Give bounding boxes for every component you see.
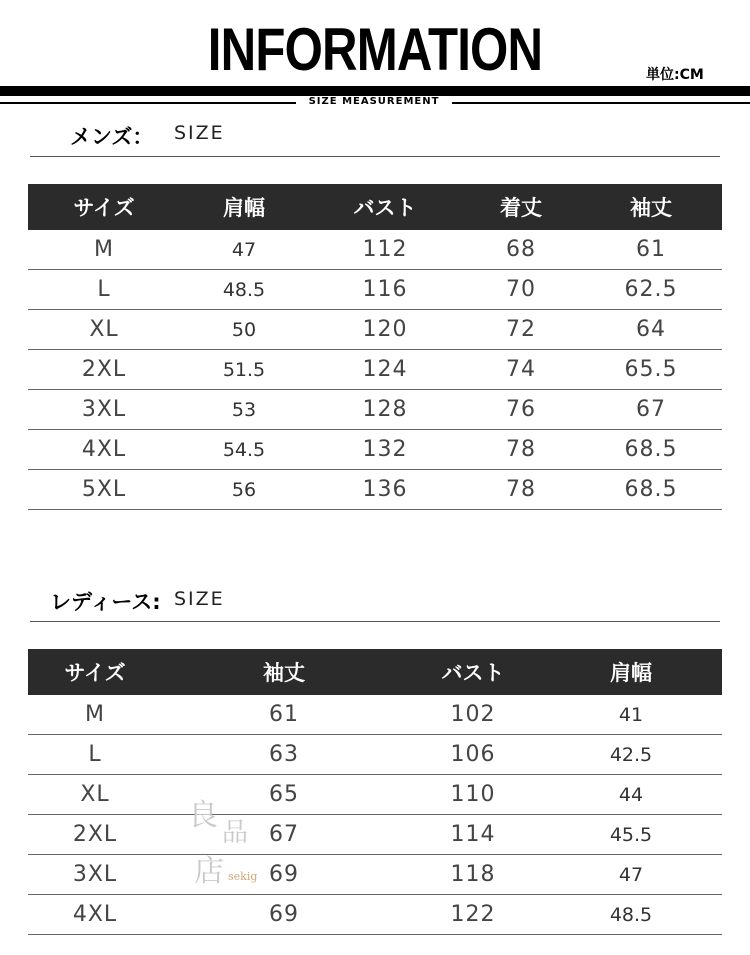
table-cell: M	[28, 230, 180, 270]
ladies-size-word: SIZE	[174, 588, 225, 610]
table-cell: 4XL	[28, 895, 162, 935]
table-cell: L	[28, 270, 180, 310]
table-cell: M	[28, 695, 162, 735]
table-cell: 63	[162, 735, 406, 775]
watermark-char: 良	[188, 798, 218, 833]
page-title: INFORMATION	[207, 16, 543, 83]
table-row	[28, 470, 722, 510]
table-cell: 3XL	[28, 390, 180, 430]
table-cell: 68.5	[580, 470, 722, 510]
table-cell: 78	[462, 470, 580, 510]
table-cell: 65	[162, 775, 406, 815]
table-cell: 3XL	[28, 855, 162, 895]
table-cell: 65.5	[580, 350, 722, 390]
mens-section-rule	[30, 156, 720, 157]
column-header: 袖丈	[580, 184, 722, 230]
column-header: 着丈	[462, 184, 580, 230]
table-cell: 61	[580, 230, 722, 270]
table-cell: 61	[162, 695, 406, 735]
ladies-section-label: レディース:	[50, 590, 161, 614]
table-cell: 53	[180, 390, 308, 430]
table-cell: 48.5	[540, 895, 722, 935]
table-cell: 102	[406, 695, 540, 735]
table-cell: 2XL	[28, 350, 180, 390]
table-row	[28, 695, 722, 735]
table-cell: 69	[162, 895, 406, 935]
table-cell: 54.5	[180, 430, 308, 470]
table-cell: L	[28, 735, 162, 775]
table-cell: 51.5	[180, 350, 308, 390]
unit-label: 単位:CM	[646, 67, 704, 83]
table-row	[28, 815, 722, 855]
ladies-section-rule	[30, 621, 720, 622]
table-cell: 74	[462, 350, 580, 390]
table-row	[28, 895, 722, 935]
table-cell: 118	[406, 855, 540, 895]
table-cell: 67	[580, 390, 722, 430]
table-cell: 120	[308, 310, 462, 350]
table-row	[28, 270, 722, 310]
table-cell: 41	[540, 695, 722, 735]
table-cell: 62.5	[580, 270, 722, 310]
table-cell: 114	[406, 815, 540, 855]
table-cell: 72	[462, 310, 580, 350]
column-header: 肩幅	[540, 649, 722, 695]
table-cell: 124	[308, 350, 462, 390]
table-cell: 136	[308, 470, 462, 510]
table-cell: 50	[180, 310, 308, 350]
table-cell: 122	[406, 895, 540, 935]
watermark-char: 品	[222, 818, 249, 848]
table-cell: 5XL	[28, 470, 180, 510]
table-cell: 68.5	[580, 430, 722, 470]
table-row	[28, 855, 722, 895]
mens-section-label: メンズ：	[70, 125, 154, 149]
table-cell: 47	[180, 230, 308, 270]
column-header: バスト	[308, 184, 462, 230]
table-cell: 44	[540, 775, 722, 815]
table-cell: 78	[462, 430, 580, 470]
table-cell: 56	[180, 470, 308, 510]
table-row	[28, 390, 722, 430]
column-header: 袖丈	[162, 649, 406, 695]
header-divider	[0, 86, 750, 96]
column-header: サイズ	[28, 184, 180, 230]
table-cell: 42.5	[540, 735, 722, 775]
mens-size-word: SIZE	[174, 122, 225, 144]
table-cell: 68	[462, 230, 580, 270]
table-row	[28, 350, 722, 390]
table-cell: 76	[462, 390, 580, 430]
table-cell: 67	[162, 815, 406, 855]
ladies-size-table	[28, 649, 722, 935]
table-row	[28, 430, 722, 470]
column-header: バスト	[406, 649, 540, 695]
mens-table-header	[28, 184, 722, 230]
column-header: サイズ	[28, 649, 162, 695]
table-cell: 112	[308, 230, 462, 270]
column-header: 肩幅	[180, 184, 308, 230]
table-cell: 2XL	[28, 815, 162, 855]
subtitle-rule-right	[452, 102, 750, 104]
size-measurement-subtitle: SIZE MEASUREMENT	[308, 96, 440, 107]
mens-size-table	[28, 184, 722, 510]
table-cell: 47	[540, 855, 722, 895]
table-cell: 4XL	[28, 430, 180, 470]
table-cell: 64	[580, 310, 722, 350]
table-cell: 45.5	[540, 815, 722, 855]
table-cell: 132	[308, 430, 462, 470]
table-cell: XL	[28, 310, 180, 350]
watermark-char: 店	[194, 854, 224, 889]
table-row	[28, 310, 722, 350]
table-cell: 106	[406, 735, 540, 775]
table-cell: 128	[308, 390, 462, 430]
table-cell: 70	[462, 270, 580, 310]
table-cell: XL	[28, 775, 162, 815]
ladies-table-header	[28, 649, 722, 695]
table-row	[28, 230, 722, 270]
table-cell: 110	[406, 775, 540, 815]
table-cell: 48.5	[180, 270, 308, 310]
table-row	[28, 775, 722, 815]
table-row	[28, 735, 722, 775]
table-cell: 116	[308, 270, 462, 310]
subtitle-rule-left	[0, 102, 296, 104]
watermark-tag: sekig	[228, 870, 258, 883]
shop-watermark	[188, 790, 308, 900]
table-cell: 69	[162, 855, 406, 895]
